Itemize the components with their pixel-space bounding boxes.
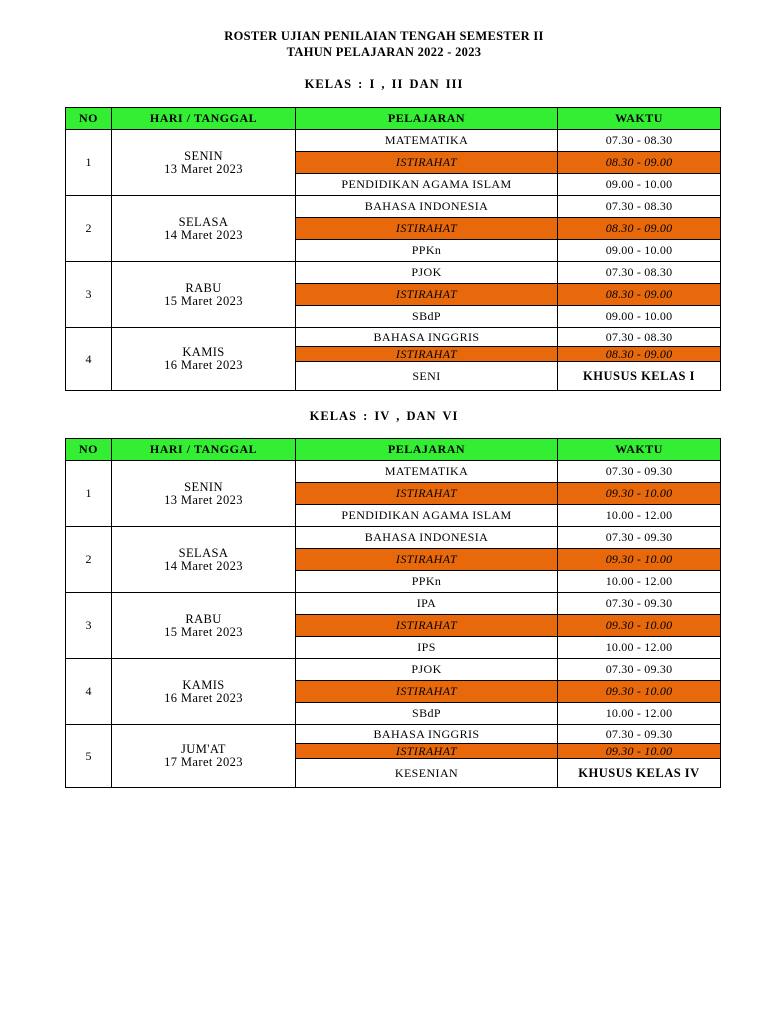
day-number: 3 xyxy=(66,593,112,659)
schedule-table-2 xyxy=(65,438,721,788)
subject-name: IPS xyxy=(296,637,558,659)
subject-name: MATEMATIKA xyxy=(296,130,558,152)
table-row xyxy=(66,262,721,284)
table-row xyxy=(66,593,721,615)
table-row xyxy=(66,527,721,549)
time-slot: 07.30 - 09.30 xyxy=(558,527,721,549)
break-label: ISTIRAHAT xyxy=(296,615,558,637)
table-row xyxy=(66,196,721,218)
day-number: 4 xyxy=(66,659,112,725)
col-header-waktu: WAKTU xyxy=(558,439,721,461)
day-name: SENIN xyxy=(184,148,223,163)
subject-name: PENDIDIKAN AGAMA ISLAM xyxy=(296,174,558,196)
kelas-heading-2: KELAS : IV , DAN VI xyxy=(309,409,459,423)
subject-name: BAHASA INGGRIS xyxy=(296,725,558,744)
day-date: 13 Maret 2023 xyxy=(164,492,243,507)
subject-name: BAHASA INGGRIS xyxy=(296,328,558,347)
time-slot: 07.30 - 09.30 xyxy=(558,725,721,744)
break-label: ISTIRAHAT xyxy=(296,681,558,703)
col-header-pelajaran: PELAJARAN xyxy=(296,108,558,130)
subject-name: KESENIAN xyxy=(296,759,558,788)
day-number: 2 xyxy=(66,196,112,262)
kelas-heading-1: KELAS : I , II DAN III xyxy=(304,77,464,91)
time-slot: 07.30 - 09.30 xyxy=(558,659,721,681)
time-slot: 09.30 - 10.00 xyxy=(558,744,721,759)
col-header-hari: HARI / TANGGAL xyxy=(112,439,296,461)
day-name: RABU xyxy=(185,611,222,626)
col-header-no: NO xyxy=(66,108,112,130)
table-header-row xyxy=(66,439,721,461)
schedule-table-1 xyxy=(65,107,721,391)
table-row xyxy=(66,659,721,681)
time-slot: 09.00 - 10.00 xyxy=(558,174,721,196)
table-row xyxy=(66,328,721,347)
day-date-cell xyxy=(112,130,296,196)
subject-name: PJOK xyxy=(296,659,558,681)
break-label: ISTIRAHAT xyxy=(296,744,558,759)
table-row xyxy=(66,130,721,152)
col-header-waktu: WAKTU xyxy=(558,108,721,130)
subject-name: SBdP xyxy=(296,703,558,725)
special-note: KHUSUS KELAS IV xyxy=(558,759,721,788)
day-number: 5 xyxy=(66,725,112,788)
day-date-cell xyxy=(112,725,296,788)
time-slot: 10.00 - 12.00 xyxy=(558,505,721,527)
subject-name: BAHASA INDONESIA xyxy=(296,527,558,549)
day-number: 4 xyxy=(66,328,112,391)
subject-name: PPKn xyxy=(296,240,558,262)
day-name: KAMIS xyxy=(182,677,225,692)
time-slot: 09.30 - 10.00 xyxy=(558,681,721,703)
day-number: 1 xyxy=(66,130,112,196)
col-header-pelajaran: PELAJARAN xyxy=(296,439,558,461)
subject-name: PENDIDIKAN AGAMA ISLAM xyxy=(296,505,558,527)
time-slot: 07.30 - 09.30 xyxy=(558,461,721,483)
break-label: ISTIRAHAT xyxy=(296,483,558,505)
break-label: ISTIRAHAT xyxy=(296,218,558,240)
time-slot: 09.00 - 10.00 xyxy=(558,306,721,328)
day-date-cell xyxy=(112,262,296,328)
time-slot: 10.00 - 12.00 xyxy=(558,571,721,593)
day-date-cell xyxy=(112,461,296,527)
document-subtitle: TAHUN PELAJARAN 2022 - 2023 xyxy=(286,45,482,59)
day-name: SELASA xyxy=(178,214,229,229)
break-label: ISTIRAHAT xyxy=(296,284,558,306)
table-row xyxy=(66,725,721,744)
time-slot: 09.30 - 10.00 xyxy=(558,549,721,571)
time-slot: 10.00 - 12.00 xyxy=(558,637,721,659)
table-row xyxy=(66,461,721,483)
subject-name: PJOK xyxy=(296,262,558,284)
subject-name: IPA xyxy=(296,593,558,615)
day-number: 1 xyxy=(66,461,112,527)
day-name: RABU xyxy=(185,280,222,295)
table-header-row xyxy=(66,108,721,130)
subject-name: SENI xyxy=(296,362,558,391)
day-name: SENIN xyxy=(184,479,223,494)
document-title: ROSTER UJIAN PENILAIAN TENGAH SEMESTER II xyxy=(224,29,544,43)
time-slot: 07.30 - 08.30 xyxy=(558,130,721,152)
time-slot: 09.30 - 10.00 xyxy=(558,483,721,505)
day-date-cell xyxy=(112,527,296,593)
special-note: KHUSUS KELAS I xyxy=(558,362,721,391)
day-date: 16 Maret 2023 xyxy=(164,358,243,372)
time-slot: 07.30 - 08.30 xyxy=(558,262,721,284)
day-date: 14 Maret 2023 xyxy=(164,227,243,242)
day-name: SELASA xyxy=(178,545,229,560)
col-header-no: NO xyxy=(66,439,112,461)
subject-name: SBdP xyxy=(296,306,558,328)
break-label: ISTIRAHAT xyxy=(296,549,558,571)
day-date-cell xyxy=(112,196,296,262)
day-date: 13 Maret 2023 xyxy=(164,161,243,176)
subject-name: PPKn xyxy=(296,571,558,593)
time-slot: 07.30 - 08.30 xyxy=(558,196,721,218)
time-slot: 09.00 - 10.00 xyxy=(558,240,721,262)
time-slot: 08.30 - 09.00 xyxy=(558,284,721,306)
break-label: ISTIRAHAT xyxy=(296,152,558,174)
time-slot: 09.30 - 10.00 xyxy=(558,615,721,637)
subject-name: BAHASA INDONESIA xyxy=(296,196,558,218)
day-date: 16 Maret 2023 xyxy=(164,690,243,705)
day-date: 15 Maret 2023 xyxy=(164,293,243,308)
time-slot: 10.00 - 12.00 xyxy=(558,703,721,725)
time-slot: 08.30 - 09.00 xyxy=(558,152,721,174)
time-slot: 08.30 - 09.00 xyxy=(558,218,721,240)
time-slot: 07.30 - 08.30 xyxy=(558,328,721,347)
day-date-cell xyxy=(112,593,296,659)
day-date: 15 Maret 2023 xyxy=(164,624,243,639)
subject-name: MATEMATIKA xyxy=(296,461,558,483)
day-date-cell xyxy=(112,328,296,391)
day-date: 17 Maret 2023 xyxy=(164,755,243,769)
day-number: 2 xyxy=(66,527,112,593)
day-date-cell xyxy=(112,659,296,725)
day-date: 14 Maret 2023 xyxy=(164,558,243,573)
day-number: 3 xyxy=(66,262,112,328)
time-slot: 07.30 - 09.30 xyxy=(558,593,721,615)
day-name: KAMIS xyxy=(182,345,225,359)
time-slot: 08.30 - 09.00 xyxy=(558,347,721,362)
day-name: JUM'AT xyxy=(181,742,226,756)
break-label: ISTIRAHAT xyxy=(296,347,558,362)
col-header-hari: HARI / TANGGAL xyxy=(112,108,296,130)
